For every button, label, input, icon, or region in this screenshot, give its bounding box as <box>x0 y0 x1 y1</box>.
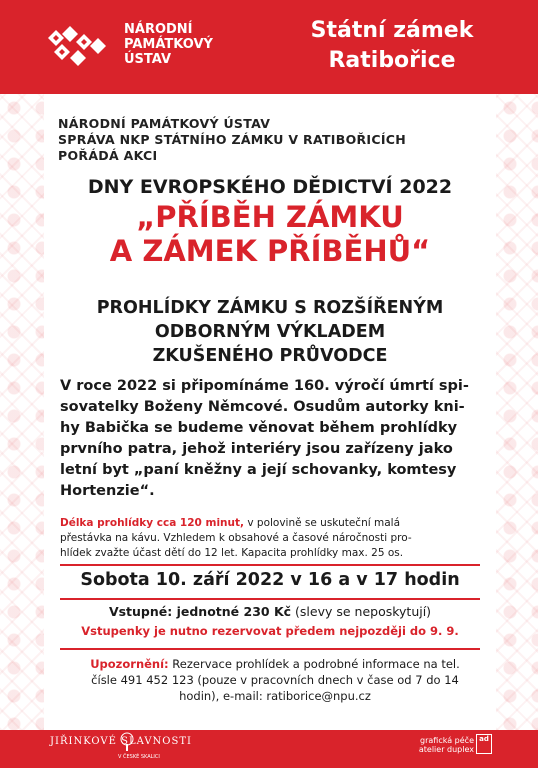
reservation-note: Vstupenky je nutno rezervovat předem nejpozději do 9. 9. <box>81 624 459 638</box>
notice-line: hodin), e-mail: ratiborice@npu.cz <box>179 689 371 703</box>
duration-paragraph <box>60 516 494 561</box>
notice-block <box>60 656 490 704</box>
event-subtitle <box>44 200 496 268</box>
tour-line: ZKUŠENÉHO PRŮVODCE <box>152 346 388 366</box>
duration-line: hlídek zvažte účast dětí do 12 let. Kapacita prohlídky max. 25 os. <box>60 547 404 559</box>
npu-name <box>124 22 213 67</box>
credit-line: atelier duplex <box>418 745 474 754</box>
npu-line: PAMÁTKOVÝ <box>124 37 213 52</box>
divider <box>60 564 480 566</box>
subtitle-line: A ZÁMEK PŘÍBĚHŮ“ <box>109 234 431 268</box>
festival-sub: V ČESKÉ SKALICI <box>118 754 160 760</box>
npu-line: ÚSTAV <box>124 52 172 67</box>
notice-label: Upozornění: <box>90 657 169 671</box>
notice-line: čísle 491 452 123 (pouze v pracovních dnech v čase od 7 do 14 <box>91 673 459 687</box>
admission-note: (slevy se neposkytují) <box>291 604 432 619</box>
intro-line: letní byt „paní kněžny a její schovanky, komtesy <box>60 462 457 478</box>
festival-name: JIŘINKOVÉ SLAVNOSTI <box>50 736 192 747</box>
organizer-line: SPRÁVA NKP STÁTNÍHO ZÁMKU V RATIBOŘICÍCH <box>58 132 407 147</box>
tour-line: ODBORNÝM VÝKLADEM <box>154 322 386 342</box>
duplex-logo: ad <box>476 734 492 754</box>
npu-line: NÁRODNÍ <box>124 22 193 37</box>
header <box>0 0 538 94</box>
subtitle-line: „PŘÍBĚH ZÁMKU <box>136 200 404 234</box>
npu-logo-icon <box>44 24 114 70</box>
intro-line: Hortenzie“. <box>60 483 155 499</box>
intro-line: hy Babička se budeme věnovat během prohlídky <box>60 420 458 436</box>
castle-line: Státní zámek <box>310 18 474 43</box>
content-panel <box>44 94 496 730</box>
credit-line: grafická péče <box>420 736 474 745</box>
intro-line: V roce 2022 si připomínáme 160. výročí úmrtí spi- <box>60 378 469 394</box>
organizer-line: NÁRODNÍ PAMÁTKOVÝ ÚSTAV <box>58 116 271 131</box>
festival-logo <box>44 732 244 766</box>
duration-highlight: Délka prohlídky cca 120 minut, <box>60 517 245 529</box>
notice-text: Rezervace prohlídek a podrobné informace na tel. <box>168 657 460 671</box>
organizer-block <box>58 116 406 164</box>
event-title: DNY EVROPSKÉHO DĚDICTVÍ 2022 <box>87 176 453 198</box>
tour-heading <box>44 296 496 368</box>
organizer-line: POŘÁDÁ AKCI <box>58 148 158 163</box>
duration-text: v polovině se uskuteční malá <box>244 517 400 529</box>
intro-paragraph <box>60 376 488 502</box>
left-ornament <box>0 94 44 730</box>
duration-line: přestávka na kávu. Vzhledem k obsahové a časové náročnosti pro- <box>60 532 412 544</box>
intro-line: prvního patra, jehož interiéry jsou zařízeny jako <box>60 441 453 457</box>
event-date: Sobota 10. září 2022 v 16 a v 17 hodin <box>80 570 460 590</box>
intro-line: sovatelky Boženy Němcové. Osudům autorky kni- <box>60 399 465 415</box>
admission <box>44 604 496 619</box>
right-ornament <box>496 94 538 730</box>
divider <box>60 598 480 600</box>
castle-name <box>292 16 492 76</box>
design-credit <box>419 736 474 754</box>
tour-line: PROHLÍDKY ZÁMKU S ROZŠÍŘENÝM <box>96 298 444 318</box>
divider <box>60 648 480 650</box>
castle-line: Ratibořice <box>328 48 456 73</box>
admission-price: Vstupné: jednotné 230 Kč <box>108 604 292 619</box>
